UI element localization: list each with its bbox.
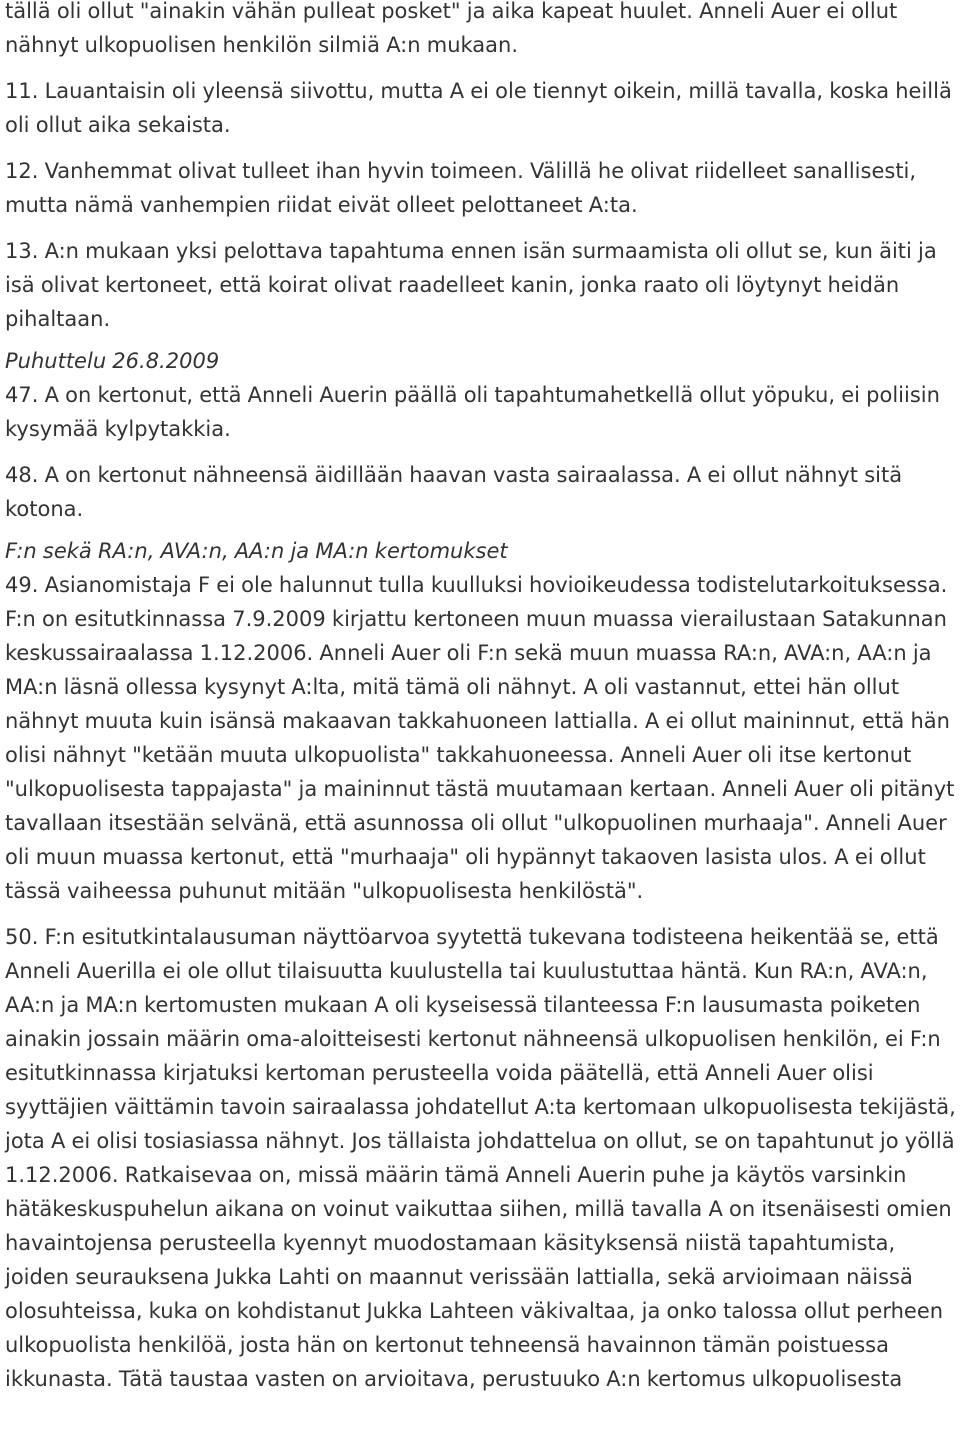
- paragraph-13: 13. A:n mukaan yksi pelottava tapahtuma ennen isän surmaamista oli ollut se, kun äiti ja isä olivat kertoneet, että koirat olivat raadelleet kanin, jonka raato oli löytynyt heidän pihaltaan.: [5, 239, 937, 331]
- paragraph-50: 50. F:n esitutkintalausuman näyttöarvoa syytettä tukevana todisteena heikentää se, että Anneli Auerilla ei ole ollut tilaisuutta kuulustella tai kuulustuttaa häntä. Kun RA:n, AVA:n, AA:n ja MA:n kertomusten mukaan A oli kyseisessä tilanteessa F:n lausumasta poiketen ainakin jossain määrin oma-aloitteisesti kertonut nähneensä ulkopuolisen henkilön, ei F:n esitutkinnassa kirjatuksi kertoman perusteella voida päätellä, että Anneli Auer olisi syyttäjien väittämin tavoin sairaalassa johdatellut A:ta kertomaan ulkopuolisesta tekijästä, jota A ei olisi tosiasiassa nähnyt. Jos tällaista johdattelua on ollut, se on tapahtunut jo yöllä 1.12.2006. Ratkaisevaa on, missä määrin tämä Anneli Auerin puhe ja käytös varsinkin hätäkeskuspuhelun aikana on voinut vaikuttaa siihen, millä tavalla A on itsenäisesti omien havaintojensa perusteella kyennyt muodostamaan käsityksensä niistä tapahtumista, joiden seurauksena Jukka Lahti on maannut verissään lattialla, sekä arvioimaan näissä olosuhteissa, kuka on kohdistanut Jukka Lahteen väkivaltaa, ja onko talossa ollut perheen ulkopuolista henkilöä, josta hän on kertonut tehneensä havainnon tämän poistuessa ikkunasta. Tätä taustaa vasten on arvioitava, perustuuko A:n kertomus ulkopuolisesta: [5, 925, 956, 1391]
- paragraph-11: 11. Lauantaisin oli yleensä siivottu, mutta A ei ole tiennyt oikein, millä tavalla, koska heillä oli ollut aika sekaista.: [5, 79, 952, 137]
- section-heading-kertomukset: F:n sekä RA:n, AVA:n, AA:n ja MA:n kertomukset: [5, 539, 508, 563]
- paragraph-48: 48. A on kertonut nähneensä äidillään haavan vasta sairaalassa. A ei ollut nähnyt sitä kotona.: [5, 463, 903, 521]
- paragraph-12: 12. Vanhemmat olivat tulleet ihan hyvin toimeen. Välillä he olivat riidelleet sanallisesti, mutta nämä vanhempien riidat eivät olleet pelottaneet A:ta.: [5, 159, 917, 217]
- document-body: [5, 0, 960, 1396]
- section-heading-puhuttelu: Puhuttelu 26.8.2009: [5, 349, 220, 373]
- paragraph-47: 47. A on kertonut, että Anneli Auerin päällä oli tapahtumahetkellä ollut yöpuku, ei poliisin kysymää kylpytakkia.: [5, 383, 940, 441]
- paragraph-49: 49. Asianomistaja F ei ole halunnut tulla kuulluksi hovioikeudessa todistelutarkoituksessa. F:n on esitutkinnassa 7.9.2009 kirjattu kertoneen muun muassa vierailustaan Satakunnan keskussairaalassa 1.12.2006. Anneli Auer oli F:n sekä muun muassa RA:n, AVA:n, AA:n ja MA:n läsnä ollessa kysynyt A:lta, mitä tämä oli nähnyt. A oli vastannut, ettei hän ollut nähnyt muuta kuin isänsä makaavan takkahuoneen lattialla. A ei ollut maininnut, että hän olisi nähnyt "ketään muuta ulkopuolista" takkahuoneessa. Anneli Auer oli itse kertonut "ulkopuolisesta tappajasta" ja maininnut tästä muutamaan kertaan. Anneli Auer oli pitänyt tavallaan itsestään selvänä, että asunnossa oli ollut "ulkopuolinen murhaaja". Anneli Auer oli muun muassa kertonut, että "murhaaja" oli hypännyt takaoven lasista ulos. A ei ollut tässä vaiheessa puhunut mitään "ulkopuolisesta henkilöstä".: [5, 573, 955, 903]
- paragraph-intro: tällä oli ollut "ainakin vähän pulleat posket" ja aika kapeat huulet. Anneli Auer ei ollut nähnyt ulkopuolisen henkilön silmiä A:n mukaan.: [5, 0, 898, 57]
